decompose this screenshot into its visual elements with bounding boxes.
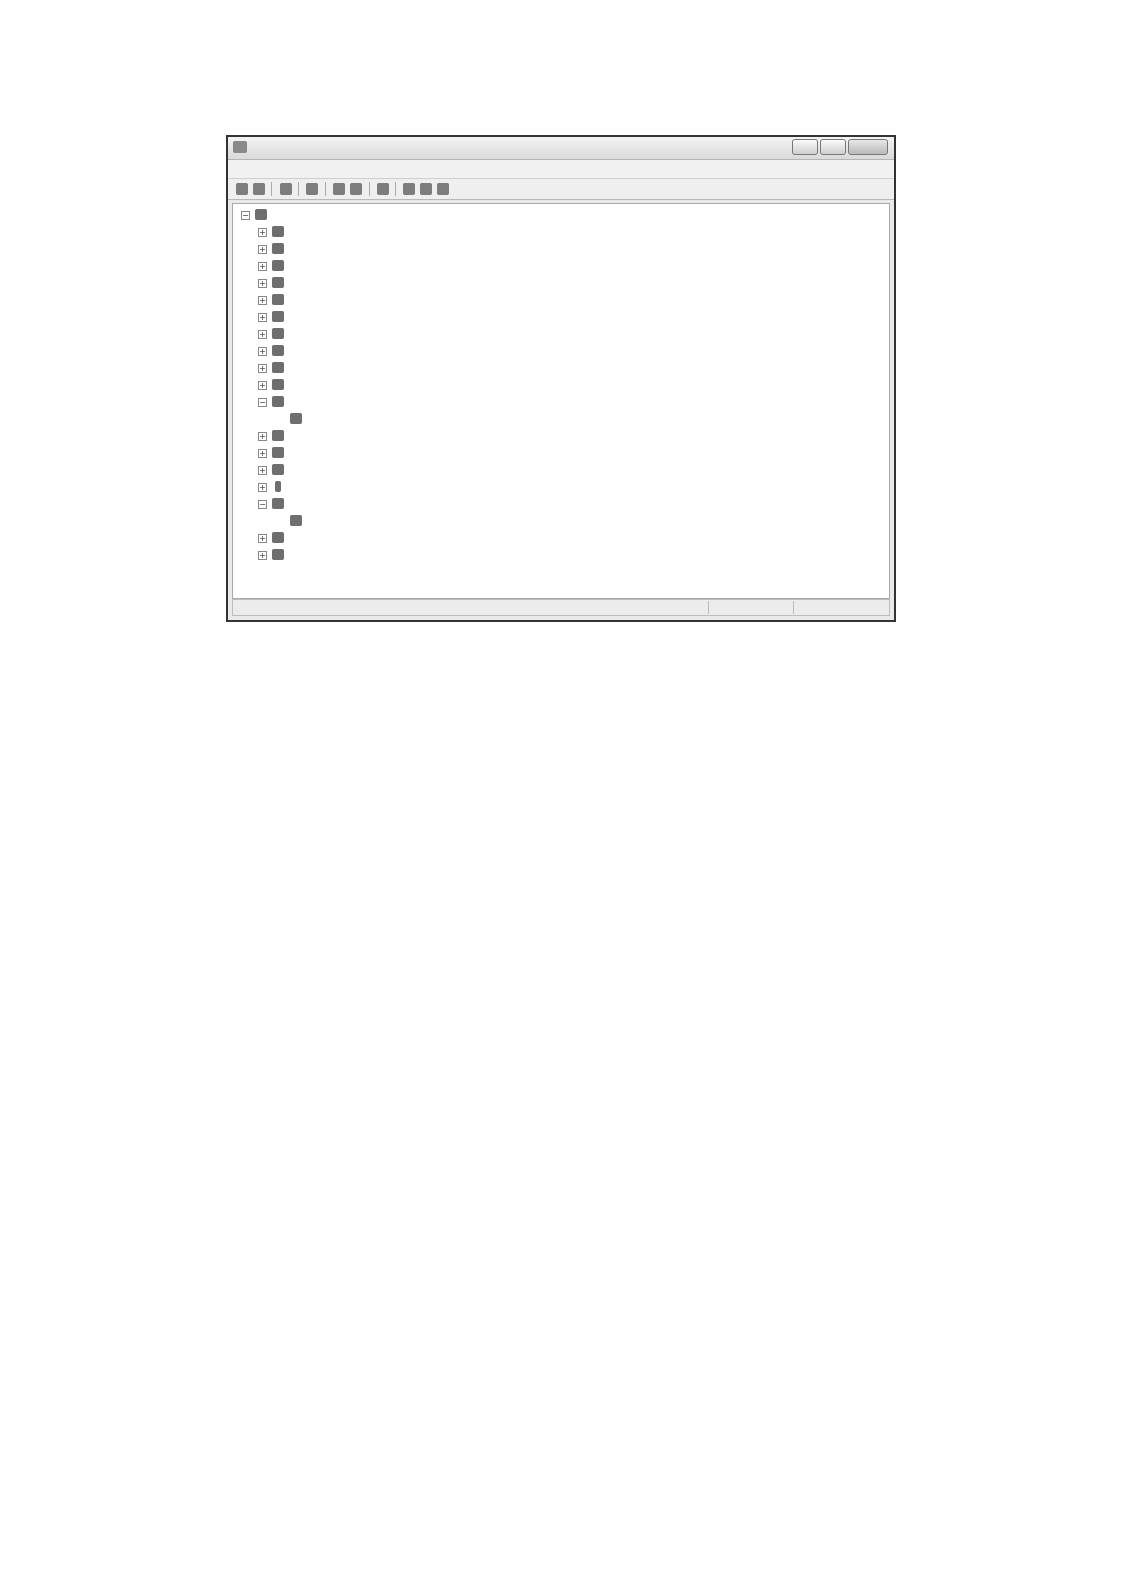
network-adapter-icon	[272, 498, 284, 509]
menu-bar	[228, 160, 894, 179]
modem-icon	[272, 464, 284, 475]
unknown-device-icon	[290, 413, 302, 424]
processor-icon	[272, 277, 284, 288]
device-manager-icon	[233, 141, 247, 153]
ide-controller-icon	[272, 243, 284, 254]
battery-icon	[272, 328, 284, 339]
title-bar	[228, 137, 894, 160]
uninstall-icon[interactable]	[437, 183, 449, 195]
minimize-button[interactable]	[792, 139, 818, 155]
help-icon[interactable]	[333, 183, 345, 195]
properties-icon[interactable]	[306, 183, 318, 195]
computer-icon	[272, 345, 284, 356]
storage-controller-icon	[272, 311, 284, 322]
dvd-drive-icon	[272, 226, 284, 237]
device-manager-screenshot	[226, 135, 896, 622]
status-bar	[232, 599, 890, 616]
toolbar	[228, 179, 894, 200]
disable-icon[interactable]	[420, 183, 432, 195]
usb-icon	[275, 481, 281, 492]
scan-icon[interactable]	[377, 183, 389, 195]
network-card-icon	[290, 515, 302, 526]
mouse-icon	[272, 447, 284, 458]
close-button[interactable]	[848, 139, 888, 155]
update-icon[interactable]	[403, 183, 415, 195]
forward-icon[interactable]	[253, 183, 265, 195]
sound-icon	[272, 430, 284, 441]
system-devices-icon	[272, 532, 284, 543]
computer-icon	[255, 209, 267, 220]
keyboard-icon	[272, 379, 284, 390]
view-icon[interactable]	[280, 183, 292, 195]
portable-device-icon	[272, 260, 284, 271]
device-tree: − + + + + + + + + + + − + + + + − + +	[232, 203, 890, 599]
monitor-icon	[272, 362, 284, 373]
disk-drive-icon	[272, 294, 284, 305]
view2-icon[interactable]	[350, 183, 362, 195]
back-icon[interactable]	[236, 183, 248, 195]
maximize-button[interactable]	[820, 139, 846, 155]
other-devices-icon	[272, 396, 284, 407]
display-adapter-icon	[272, 549, 284, 560]
